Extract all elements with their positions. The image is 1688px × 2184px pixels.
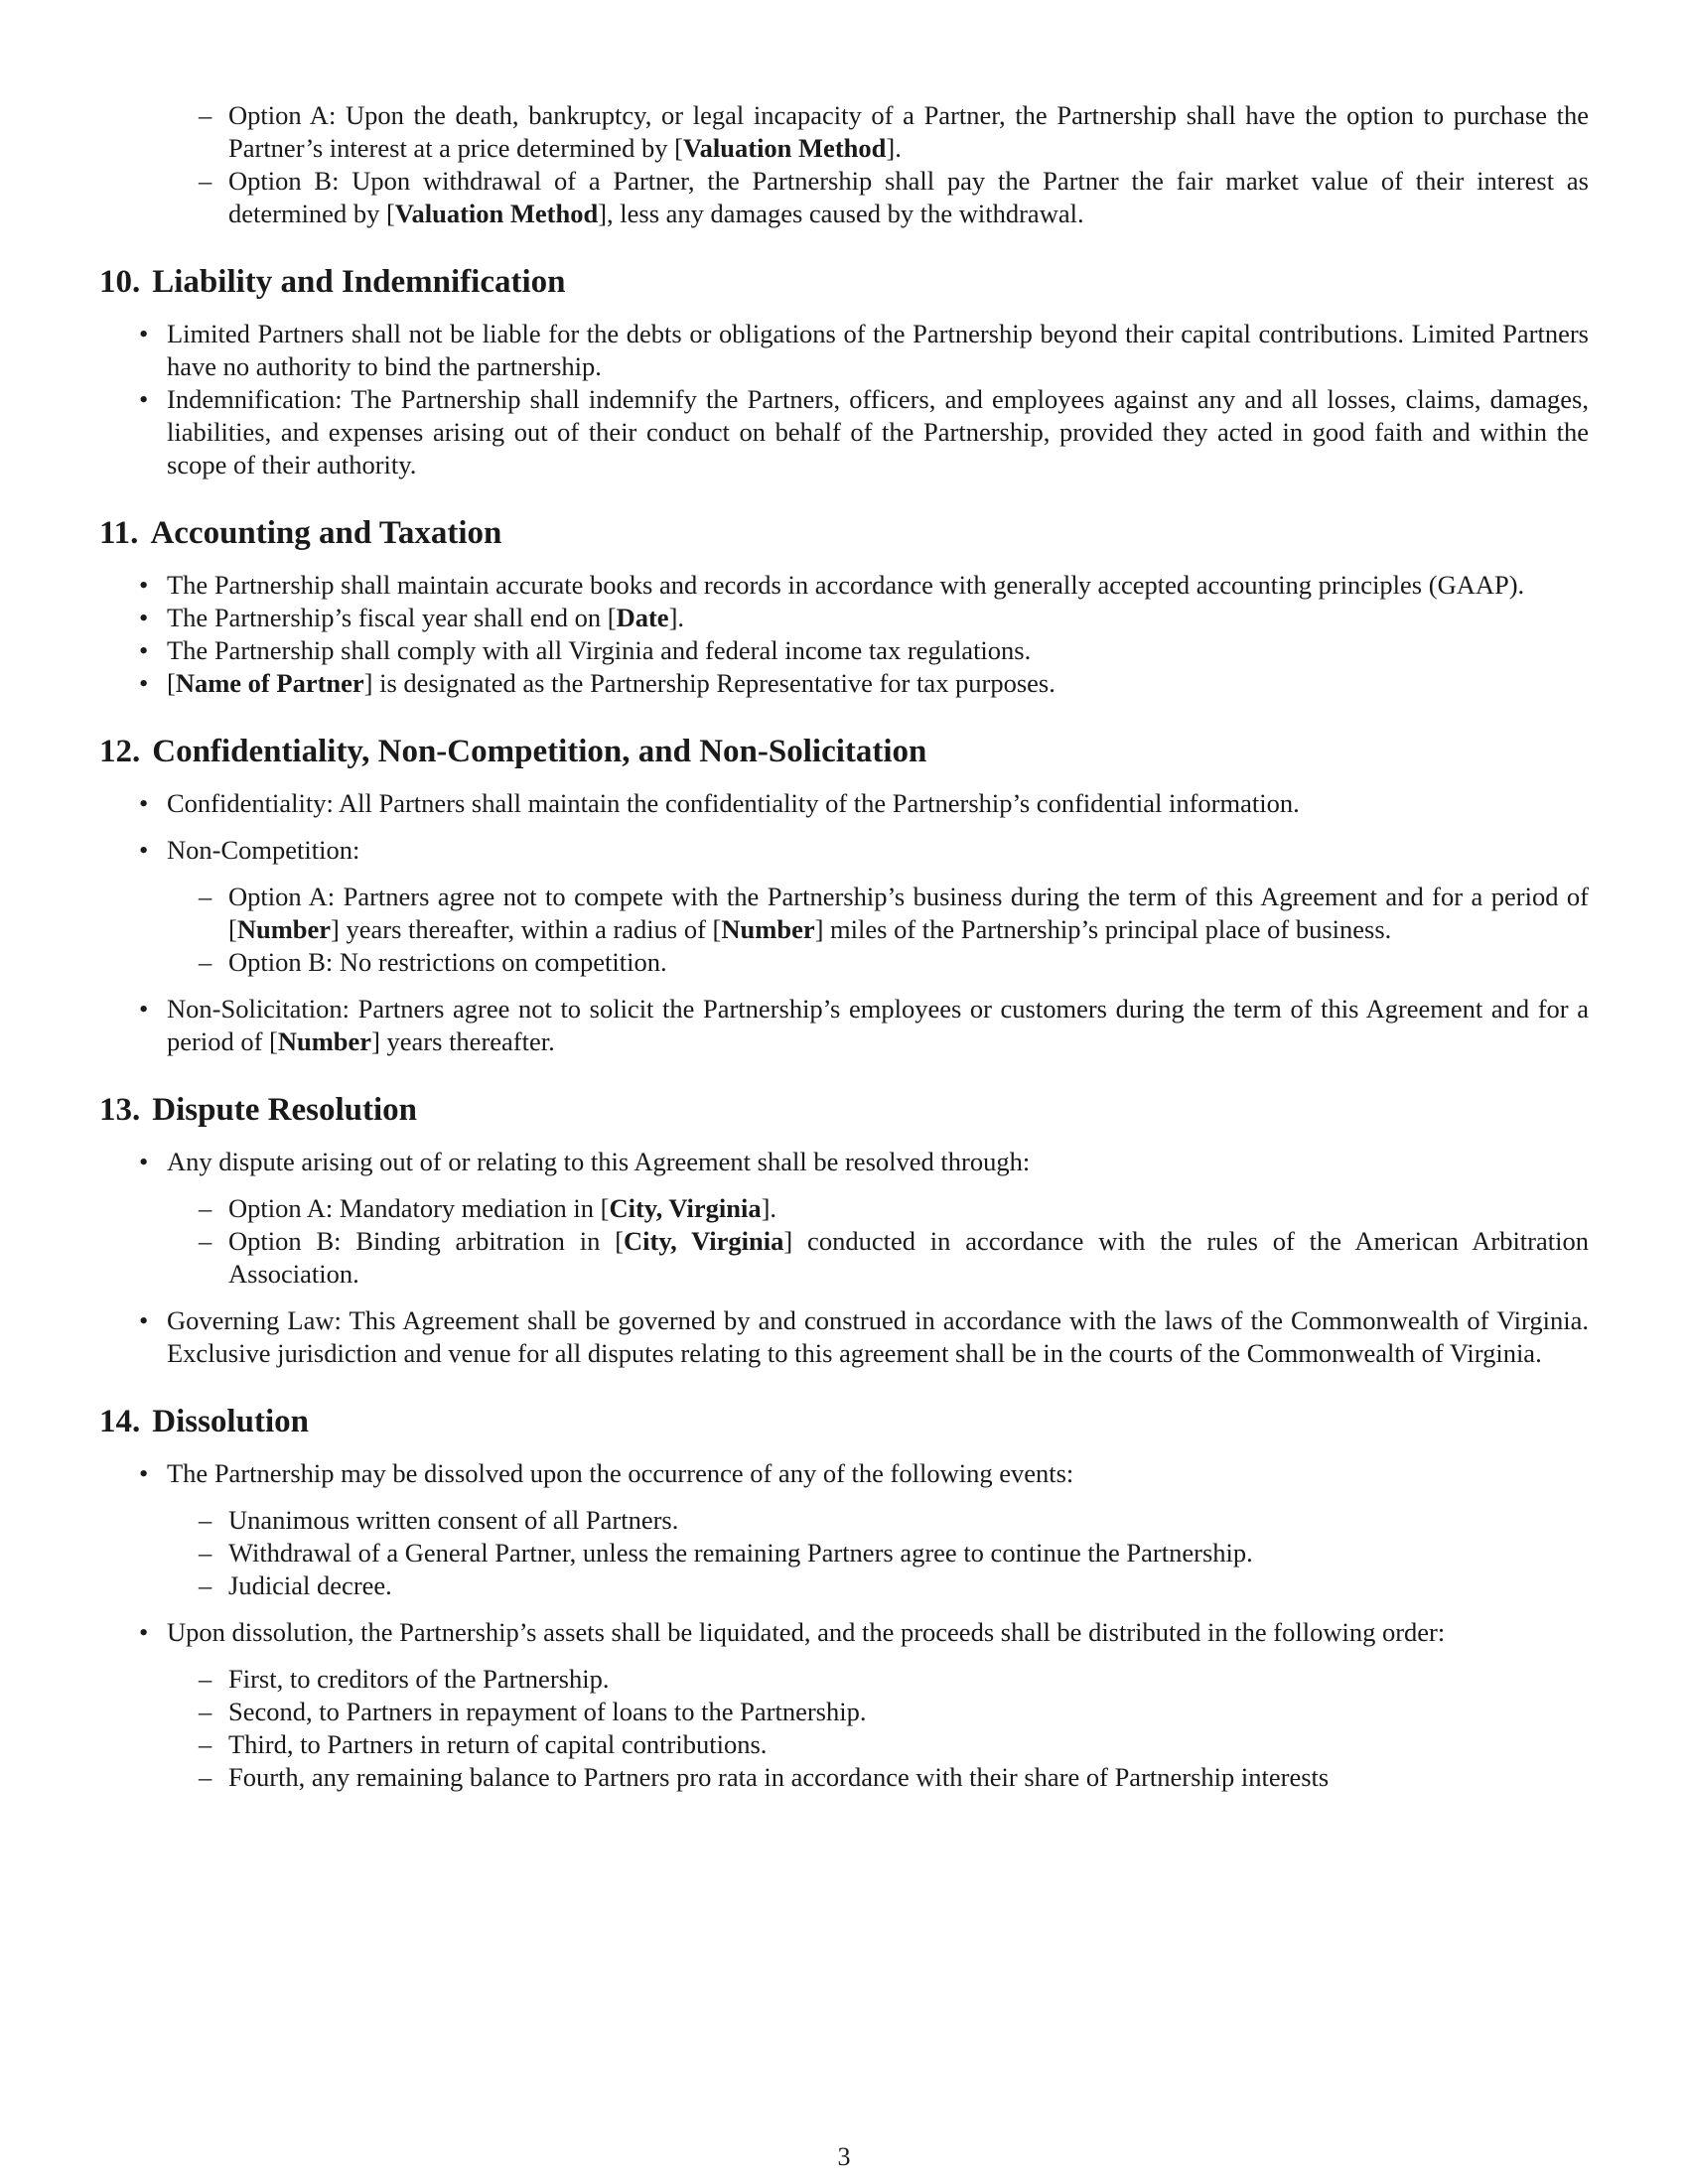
list-item: • Governing Law: This Agreement shall be governed by and construed in accordance with the laws of the Commonwealth of Virginia. Exclusive jurisdiction and venue for all disputes relating to this agreement shall be in the courts of the Commonwealth of Virginia.	[99, 1304, 1589, 1370]
section-13-list	[99, 1146, 1589, 1178]
section-12-list-cont	[99, 993, 1589, 1058]
dispute-options-list	[99, 1192, 1589, 1291]
list-item: – Option A: Mandatory mediation in [City, Virginia].	[99, 1192, 1589, 1225]
list-item: • The Partnership may be dissolved upon the occurrence of any of the following events:	[99, 1457, 1589, 1490]
section-14-list	[99, 1457, 1589, 1490]
list-item: – Judicial decree.	[99, 1570, 1589, 1602]
section-10-heading: 10. Liability and Indemnification	[99, 264, 566, 300]
page-number: 3	[837, 2142, 851, 2171]
non-competition-options-list	[99, 881, 1589, 979]
list-item: • Upon dissolution, the Partnership’s assets shall be liquidated, and the proceeds shall be distributed in the following order:	[99, 1616, 1589, 1649]
list-item: – Option A: Partners agree not to compete with the Partnership’s business during the term of this Agreement and for a period of [Number] years thereafter, within a radius of [Number] miles of the Partnership’s principal place of business.	[99, 881, 1589, 946]
section-13-list-cont	[99, 1304, 1589, 1370]
list-item: – Option B: Binding arbitration in [City, Virginia] conducted in accordance with the rules of the American Arbitration Association.	[99, 1225, 1589, 1291]
section-12-heading: 12. Confidentiality, Non-Competition, and Non-Solicitation	[99, 734, 927, 769]
list-item: • Any dispute arising out of or relating to this Agreement shall be resolved through:	[99, 1146, 1589, 1178]
withdrawal-options-list	[99, 99, 1589, 230]
list-item: – Unanimous written consent of all Partners.	[99, 1504, 1589, 1537]
section-12-list	[99, 787, 1589, 867]
list-item: • The Partnership’s fiscal year shall end on [Date].	[99, 602, 1589, 634]
list-item: • Non-Solicitation: Partners agree not to solicit the Partnership’s employees or customers during the term of this Agreement and for a period of [Number] years thereafter.	[99, 993, 1589, 1058]
section-11-heading: 11. Accounting and Taxation	[99, 515, 502, 551]
section-11-list	[99, 569, 1589, 700]
list-item: • The Partnership shall maintain accurate books and records in accordance with generally accepted accounting principles (GAAP).	[99, 569, 1589, 602]
distribution-order-list	[99, 1663, 1589, 1794]
list-item: • Indemnification: The Partnership shall indemnify the Partners, officers, and employees against any and all losses, claims, damages, liabilities, and expenses arising out of their conduct on behalf of the Partnership, provided they acted in good faith and within the scope of their authority.	[99, 383, 1589, 481]
section-14-list-cont	[99, 1616, 1589, 1649]
list-item: – Option B: Upon withdrawal of a Partner, the Partnership shall pay the Partner the fair market value of their interest as determined by [Valuation Method], less any damages caused by the withdrawal.	[99, 165, 1589, 230]
list-item: – Fourth, any remaining balance to Partners pro rata in accordance with their share of Partnership interests	[99, 1761, 1589, 1794]
list-item: – Option B: No restrictions on competition.	[99, 946, 1589, 979]
section-13-heading: 13. Dispute Resolution	[99, 1092, 418, 1128]
list-item: – Third, to Partners in return of capital contributions.	[99, 1728, 1589, 1761]
list-item: • [Name of Partner] is designated as the Partnership Representative for tax purposes.	[99, 667, 1589, 700]
dissolution-events-list	[99, 1504, 1589, 1602]
list-item: • The Partnership shall comply with all Virginia and federal income tax regulations.	[99, 634, 1589, 667]
list-item: – First, to creditors of the Partnership.	[99, 1663, 1589, 1696]
list-item: • Non-Competition:	[99, 834, 1589, 867]
list-item: • Confidentiality: All Partners shall maintain the confidentiality of the Partnership’s confidential information.	[99, 787, 1589, 820]
section-14-heading: 14. Dissolution	[99, 1404, 309, 1439]
document-body	[99, 99, 1589, 1808]
list-item: – Second, to Partners in repayment of loans to the Partnership.	[99, 1696, 1589, 1728]
list-item: – Withdrawal of a General Partner, unless the remaining Partners agree to continue the Partnership.	[99, 1537, 1589, 1570]
list-item: – Option A: Upon the death, bankruptcy, or legal incapacity of a Partner, the Partnership shall have the option to purchase the Partner’s interest at a price determined by [Valuation Method].	[99, 99, 1589, 165]
list-item: • Limited Partners shall not be liable for the debts or obligations of the Partnership beyond their capital contributions. Limited Partners have no authority to bind the partnership.	[99, 318, 1589, 383]
section-10-list	[99, 318, 1589, 481]
